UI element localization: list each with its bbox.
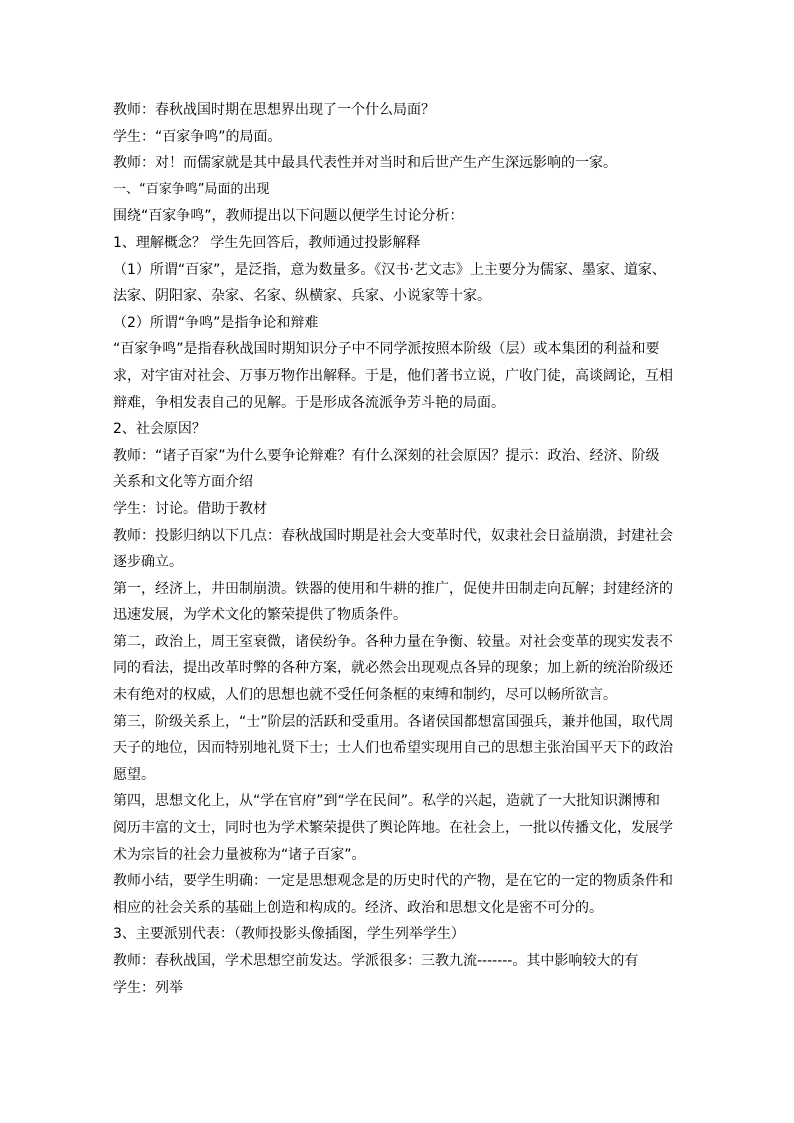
text-line: 辩难，争相发表自己的见解。于是形成各流派争芳斗艳的局面。 xyxy=(113,394,505,411)
section-heading: 一、“百家争鸣”局面的出现 xyxy=(113,181,270,197)
text-line: 迅速发展，为学术文化的繁荣提供了物质条件。 xyxy=(113,607,407,624)
text-line: 1、理解概念？ 学生先回答后，教师通过投影解释 xyxy=(113,234,421,251)
text-line: 学生：列举 xyxy=(113,979,183,996)
text-line: 求，对宇宙对社会、万事万物作出解释。于是，他们著书立说，广收门徒，高谈阔论，互相 xyxy=(113,367,673,384)
text-line: （2）所谓“争鸣”是指争论和辩难 xyxy=(113,314,319,331)
text-line: 教师：春秋战国，学术思想空前发达。学派很多：三教九流-------。其中影响较大的有 xyxy=(113,953,639,969)
text-line: 关系和文化等方面介绍 xyxy=(113,474,253,491)
text-line: 2、社会原因？ xyxy=(113,421,206,438)
document-body xyxy=(113,103,683,1007)
text-line: 天子的地位，因而特别地礼贤下士；士人们也希望实现用自己的思想主张治国平天下的政治 xyxy=(113,740,673,757)
text-line: 学生：讨论。借助于教材 xyxy=(113,500,267,517)
text-line: 未有绝对的权威，人们的思想也就不受任何条框的束缚和制约，尽可以畅所欲言。 xyxy=(113,687,617,704)
text-line: 围绕“百家争鸣”，教师提出以下问题以便学生讨论分析： xyxy=(113,208,464,225)
text-line: 术为宗旨的社会力量被称为“诸子百家”。 xyxy=(113,846,366,863)
text-line: 法家、阴阳家、杂家、名家、纵横家、兵家、小说家等十家。 xyxy=(113,288,491,305)
text-line: 阅历丰富的文士，同时也为学术繁荣提供了舆论阵地。在社会上，一批以传播文化，发展学 xyxy=(113,820,673,837)
text-line: 教师小结，要学生明确：一定是思想观念是的历史时代的产物，是在它的一定的物质条件和 xyxy=(113,873,673,890)
text-line: 第一，经济上，井田制崩溃。铁器的使用和牛耕的推广，促使井田制走向瓦解；封建经济的 xyxy=(113,580,673,597)
text-line: 同的看法，提出改革时弊的各种方案，就必然会出现观点各异的现象；加上新的统治阶级还 xyxy=(113,660,673,677)
text-line: 教师：对！而儒家就是其中最具代表性并对当时和后世产生产生深远影响的一家。 xyxy=(113,155,617,172)
text-line: 教师：投影归纳以下几点：春秋战国时期是社会大变革时代，奴隶社会日益崩溃，封建社会 xyxy=(113,527,673,544)
text-line: 逐步确立。 xyxy=(113,554,183,571)
text-line: 教师：“诸子百家”为什么要争论辩难？有什么深刻的社会原因？提示：政治、经济、阶级 xyxy=(113,447,660,464)
text-line: 第二，政治上，周王室衰微，诸侯纷争。各种力量在争衡、较量。对社会变革的现实发表不 xyxy=(113,633,673,650)
text-line: （1）所谓“百家”，是泛指，意为数量多。《汉书·艺文志》上主要分为儒家、墨家、道家、 xyxy=(113,261,666,278)
text-line: 第三，阶级关系上，“士”阶层的活跃和受重用。各诸侯国都想富国强兵，兼并他国，取代周 xyxy=(113,713,674,730)
text-line: 3、主要派别代表：（教师投影头像插图，学生列举学生） xyxy=(113,926,465,943)
text-line: 教师：春秋战国时期在思想界出现了一个什么局面？ xyxy=(113,102,435,118)
text-line: 相应的社会关系的基础上创造和构成的。经济、政治和思想文化是密不可分的。 xyxy=(113,899,603,916)
text-line: 愿望。 xyxy=(113,766,155,783)
text-line: 学生：“百家争鸣”的局面。 xyxy=(113,128,282,145)
text-line: 第四，思想文化上，从“学在官府”到“学在民间”。私学的兴起，造就了一大批知识渊博和 xyxy=(113,793,661,810)
text-line: “百家争鸣”是指春秋战国时期知识分子中不同学派按照本阶级（层）或本集团的利益和要 xyxy=(113,341,660,358)
